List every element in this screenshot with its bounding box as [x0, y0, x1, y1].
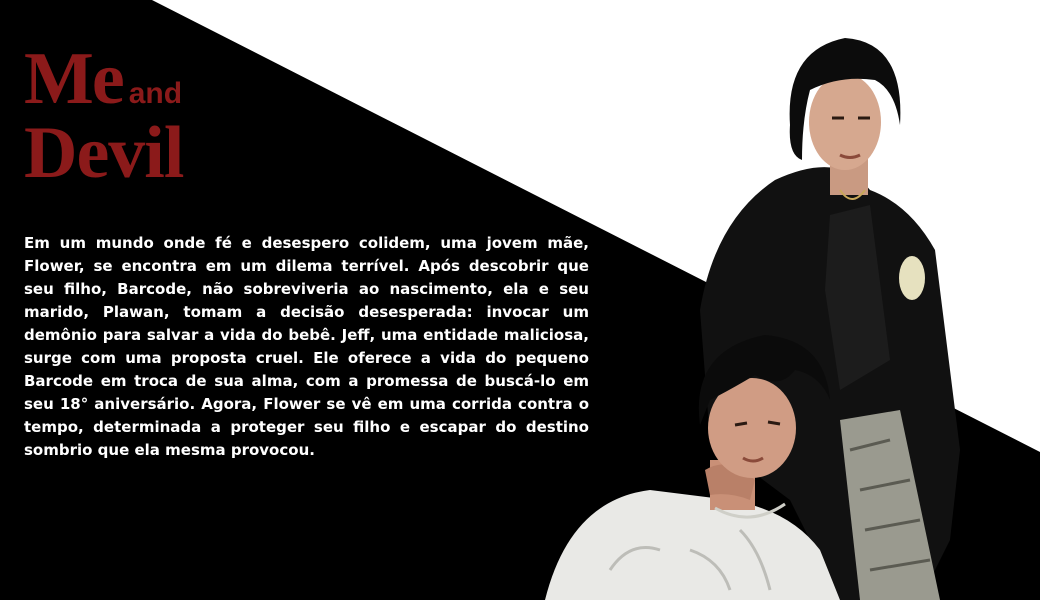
title-devil: Devil — [24, 112, 184, 194]
poster-title — [24, 38, 184, 194]
cast-photo — [540, 30, 1020, 600]
title-me: Me — [24, 38, 123, 120]
brooch — [899, 256, 925, 300]
title-and: and — [128, 77, 183, 110]
synopsis-text: Em um mundo onde fé e desespero colidem, uma jovem mãe, Flower, se encontra em um dilema terrível. Após descobrir que seu filho, Barcode, não sobreviveria ao nascimento, ela e seu marido, Plawan, tomam a decisão desesperada: invocar um demônio para salvar a vida do bebê. Jeff, uma entidade maliciosa, surge com uma proposta cruel. Ele oferece a vida do pequeno Barcode em troca de sua alma, com a promessa de buscá-lo em seu 18° aniversário. Agora, Flower se vê em uma corrida contra o tempo, determinada a proteger seu filho e escapar do destino sombrio que ela mesma provocou. — [24, 234, 589, 459]
